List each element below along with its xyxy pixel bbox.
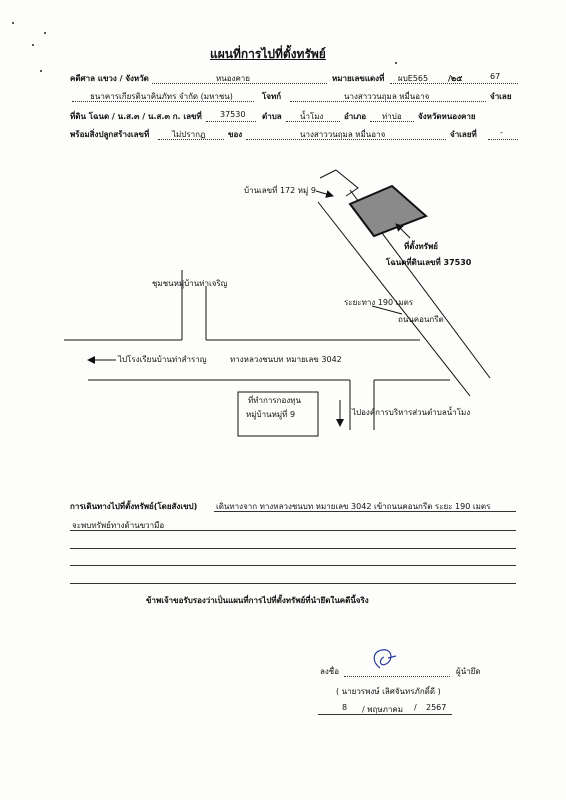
house-box-top [320,170,336,178]
defendant-no-label: จำเลยที่ [450,130,477,139]
directions-text-2: จะพบทรัพย์ทางด้านขวามือ [72,521,165,530]
highway-label: ทางหลวงชนบท หมายเลข 3042 [230,355,342,364]
date-year: 2567 [426,703,447,712]
sao-label: ไปองค์การบริหารส่วนตำบลน้ำโมง [352,408,471,417]
date-year-sep: / [414,703,417,712]
land-no: 37530 [220,110,246,119]
building-label: พร้อมสิ่งปลูกสร้างเลขที่ [70,130,150,139]
office-label-line1: ที่ทำการกองทุน [248,396,301,405]
office-label-line2: หมู่บ้านหมู่ที่ 9 [246,410,296,419]
amphoe-label: อำเภอ [344,112,367,121]
defendant-role: จำเลย [490,92,512,101]
tambon-value: น้ำโมง [300,112,324,121]
directions-label: การเดินทางไปที่ตั้งทรัพย์(โดยสังเขป) [70,502,198,511]
directions-line-3 [70,548,516,549]
property-label: ที่ตั้งทรัพย์ [404,242,438,251]
certification-text: ข้าพเจ้าขอรับรองว่าเป็นแผนที่การไปที่ตั้งทรัพย์ที่นำยึดในคดีนี้จริง [146,596,369,605]
sign-label: ลงชื่อ [320,667,340,676]
directions-line-4 [70,565,516,566]
tambon-label: ตำบล [262,112,282,121]
house-label: บ้านเลขที่ 172 หมู่ 9 [244,186,316,195]
court-label: คดีศาล แขวง / จังหวัด [70,74,149,83]
school-label: ไปโรงเรียนบ้านท่าสำราญ [118,355,207,364]
court-value: หนองคาย [216,74,250,83]
case-no-label: หมายเลขแดงที่ [332,74,385,83]
distance-label: ระยะทาง 190 เมตร [344,298,414,307]
signature-line [344,665,450,677]
property-arrow [396,224,410,238]
signer-name: ( นายวรพงษ์ เลิศจันทรภักดิ์ดี ) [336,687,441,696]
date-day: 8 [342,703,348,712]
signature-role: ผู้นำยึด [456,667,481,676]
owner-value: นางสาววนฤมล หมื่นอาจ [300,130,386,139]
building-no: ไม่ปรากฏ [172,130,206,139]
defendant-value: นางสาววนฤมล หมื่นอาจ [344,92,430,101]
case-year: 67 [490,72,501,81]
property-plot [350,186,426,236]
page-title: แผนที่การไปที่ตั้งทรัพย์ [210,47,326,61]
plaintiff-value: ธนาคารเกียรตินาคินภัทร จำกัด (มหาชน) [90,92,233,101]
land-label: ที่ดิน โฉนด / น.ส.๓ / น.ส.๓ ก. เลขที่ [70,112,202,121]
directions-line-5 [70,583,516,584]
directions-text-1: เดินทางจาก ทางหลวงชนบท หมายเลข 3042 เข้าถนนคอนกรีต ระยะ 190 เมตร [216,502,491,511]
plaintiff-role: โจทก์ [262,92,282,101]
case-no-value: ผบE565 [398,74,429,83]
village-label: ชุมชนหมู่บ้านท่าเจริญ [152,279,228,288]
amphoe-value: ท่าบ่อ [382,112,402,121]
house-box [336,170,358,196]
house-pointer-arrow [316,191,333,196]
province-value: จังหวัดหนองคาย [418,112,476,121]
deed-label: โฉนดที่ดินเลขที่ 37530 [386,258,472,267]
case-no-sep: /๒๕ [448,74,463,83]
owner-label: ของ [228,130,243,139]
concrete-road-label: ถนนคอนกรีต [398,315,444,324]
defendant-no: - [500,128,503,137]
date-month: / พฤษภาคม [362,705,404,714]
